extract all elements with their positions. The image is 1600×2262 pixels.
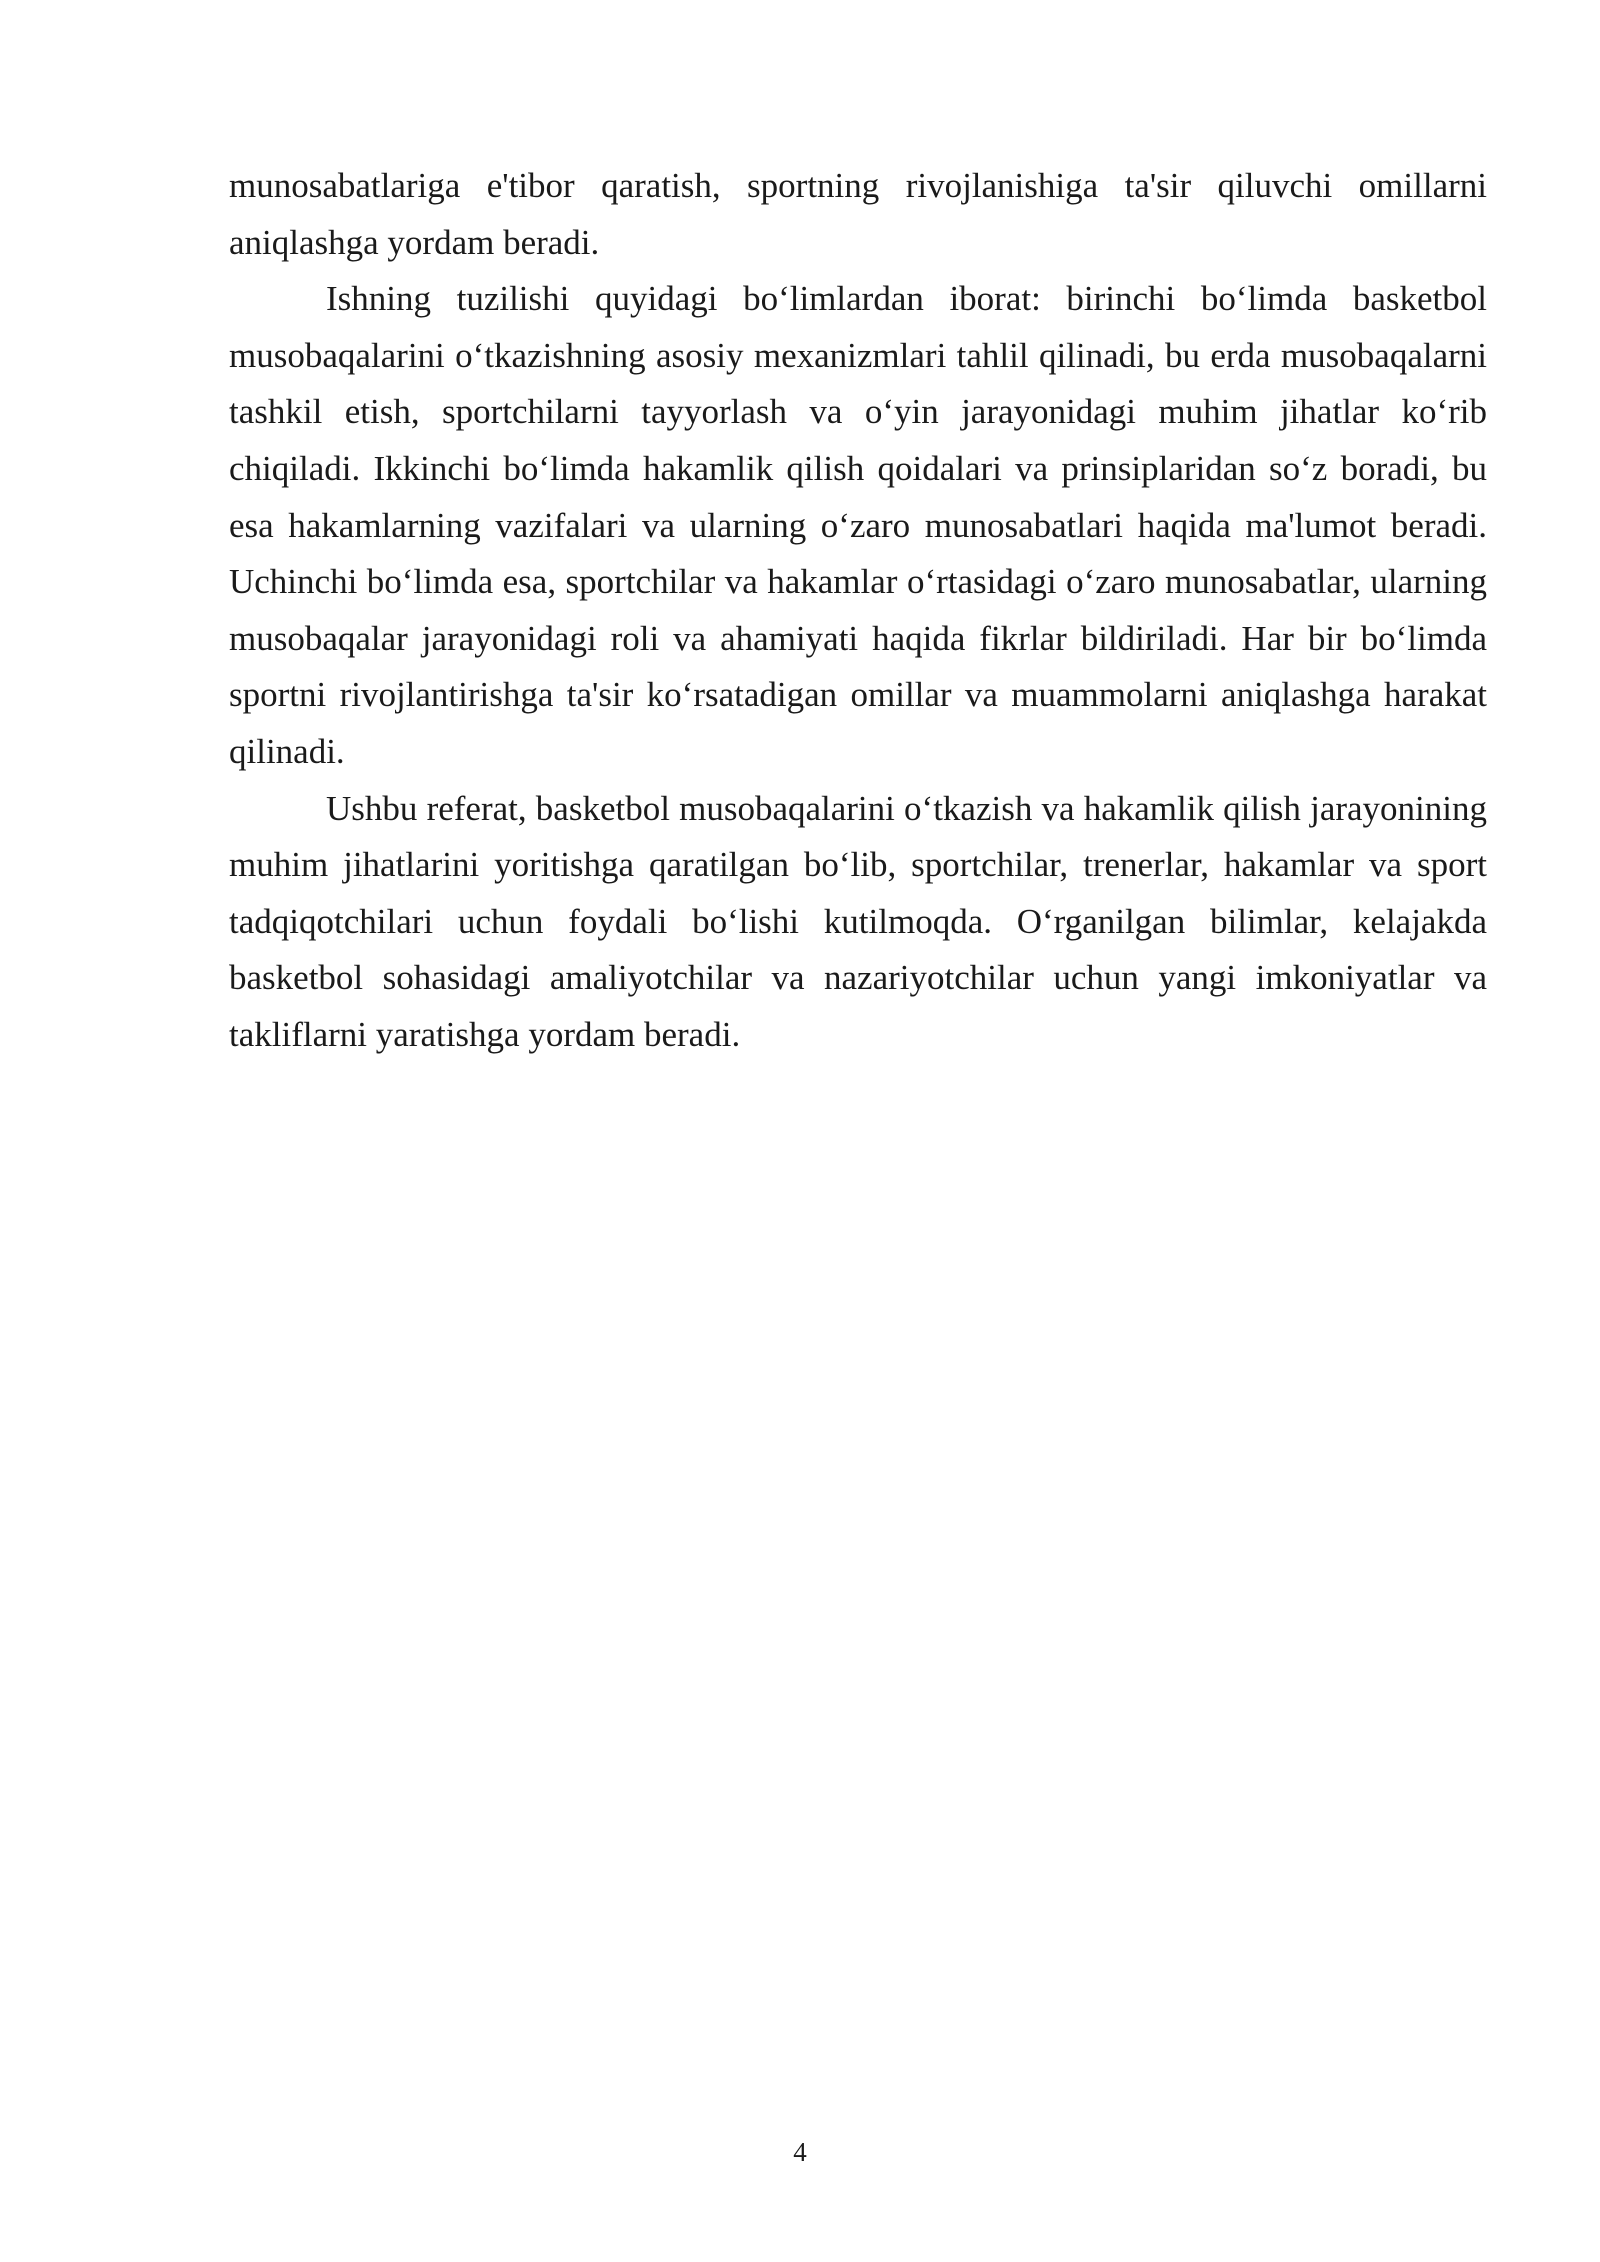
- paragraph-structure: Ishning tuzilishi quyidagi bo‘limlardan iborat: birinchi bo‘limda basketbol musobaqalarini o‘tkazishning asosiy mexanizmlari tahlil qilinadi, bu erda musobaqalarni tashkil etish, sportchilarni tayyorlash va o‘yin jarayonidagi muhim jihatlar ko‘rib chiqiladi. Ikkinchi bo‘limda hakamlik qilish qoidalari va prinsiplaridan so‘z boradi, bu esa hakamlarning vazifalari va ularning o‘zaro munosabatlari haqida ma'lumot beradi. Uchinchi bo‘limda esa, sportchilar va hakamlar o‘rtasidagi o‘zaro munosabatlar, ularning musobaqalar jarayonidagi roli va ahamiyati haqida fikrlar bildiriladi. Har bir bo‘limda sportni rivojlantirishga ta'sir ko‘rsatadigan omillar va muammolarni aniqlashga harakat qilinadi.: [229, 279, 1487, 771]
- page-number: 4: [793, 2137, 807, 2167]
- paragraph-continuation: munosabatlariga e'tibor qaratish, sportning rivojlanishiga ta'sir qiluvchi omillarni aniqlashga yordam beradi.: [229, 166, 1487, 262]
- paragraph-conclusion: Ushbu referat, basketbol musobaqalarini o‘tkazish va hakamlik qilish jarayonining muhim jihatlarini yoritishga qaratilgan bo‘lib, sportchilar, trenerlar, hakamlar va sport tadqiqotchilari uchun foydali bo‘lishi kutilmoqda. O‘rganilgan bilimlar, kelajakda basketbol sohasidagi amaliyotchilar va nazariyotchilar uchun yangi imkoniyatlar va takliflarni yaratishga yordam beradi.: [229, 788, 1487, 1054]
- body-text: [229, 158, 1487, 1064]
